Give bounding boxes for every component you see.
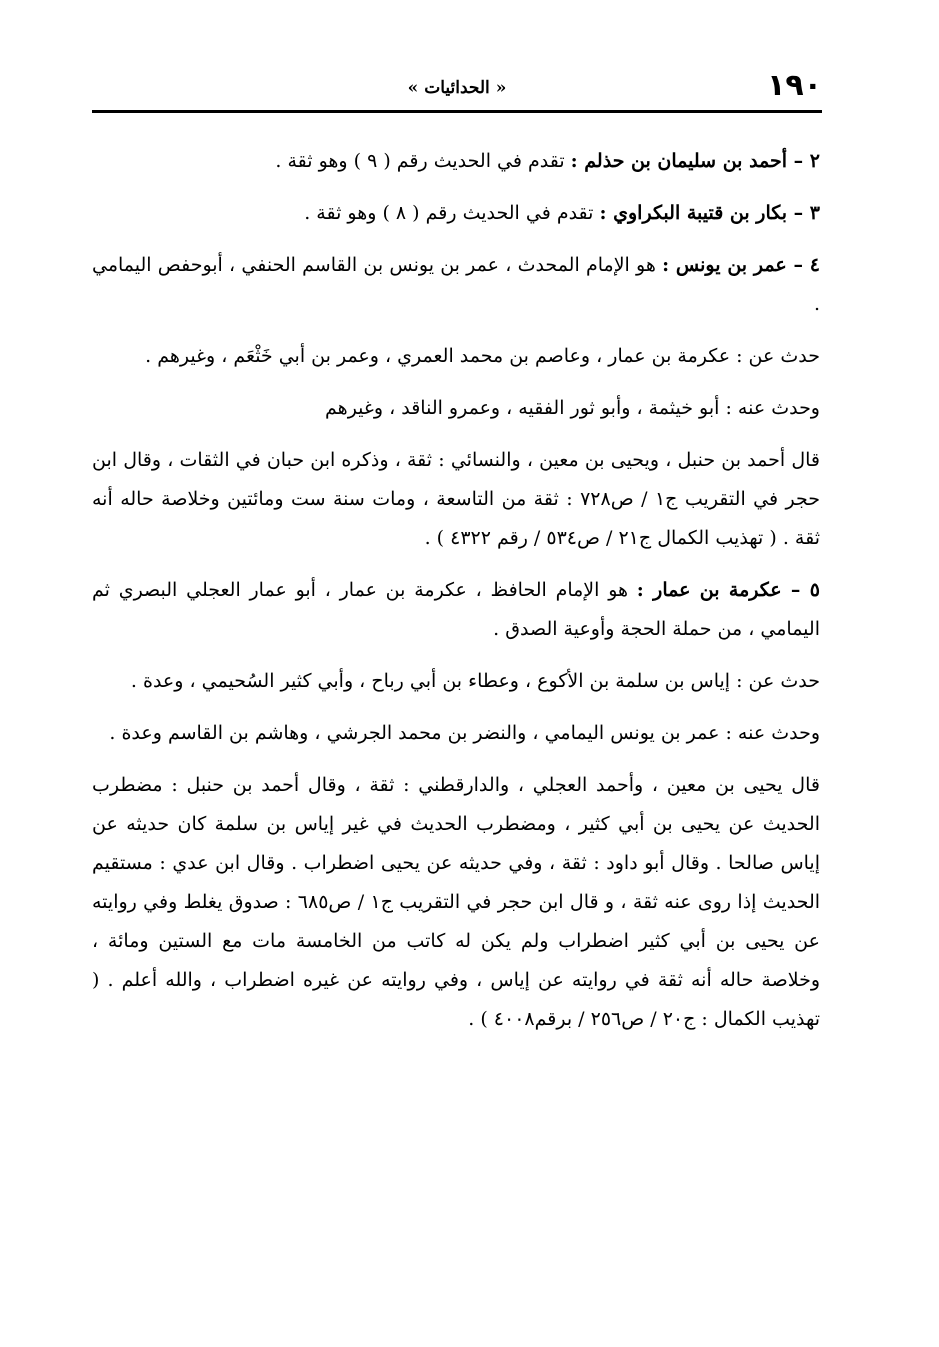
paragraph-text: حدث عن : إياس بن سلمة بن الأكوع ، وعطاء بن أبي رباح ، وأبي كثير السُحيمي ، وعدة . — [130, 670, 820, 692]
paragraph-text: تقدم في الحديث رقم ( ٩ ) وهو ثقة . — [275, 150, 571, 172]
narrator-name: ٤ – عمر بن يونس : — [662, 254, 820, 276]
paragraph-narrator-2 — [92, 142, 820, 181]
narrator-name: ٢ – أحمد بن سليمان بن حذلم : — [570, 150, 820, 172]
paragraph-narrated-from — [92, 337, 820, 376]
paragraph-text: هو الإمام الحافظ ، عكرمة بن عمار ، أبو عمار العجلي البصري ثم اليمامي ، من حملة الحجة وأوعية الصدق . — [92, 579, 820, 640]
paragraph-narrated-from — [92, 662, 820, 701]
page-number: ١٩٠ — [767, 68, 822, 103]
narrator-name: ٥ – عكرمة بن عمار : — [636, 579, 820, 601]
paragraph-narrator-3 — [92, 194, 820, 233]
paragraph-narrated-by — [92, 389, 820, 428]
header-rule — [92, 110, 822, 113]
narrator-name: ٣ – بكار بن قتيبة البكراوي : — [599, 202, 820, 224]
page-header — [92, 70, 822, 110]
page-body — [92, 142, 820, 1049]
running-title: « الحدائيات » — [407, 78, 507, 98]
paragraph-text: هو الإمام المحدث ، عمر بن يونس بن القاسم الحنفي ، أبوحفص اليمامي . — [92, 254, 820, 315]
paragraph-text: قال أحمد بن حنبل ، ويحيى بن معين ، والنسائي : ثقة ، وذكره ابن حبان في الثقات ، وقال ابن حجر في التقريب ج١ / ص٧٢٨ : ثقة من التاسعة ، ومات سنة ست ومائتين وخلاصة حاله أنه ثقة . ( تهذيب الكمال ج٢١ / ص٥٣٤ / رقم ٤٣٢٢ ) . — [92, 449, 821, 549]
paragraph-narrator-4 — [92, 246, 820, 324]
paragraph-assessment — [92, 766, 820, 1039]
paragraph-text: وحدث عنه : أبو خيثمة ، وأبو ثور الفقيه ، وعمرو الناقد ، وغيرهم — [325, 397, 820, 419]
paragraph-text: تقدم في الحديث رقم ( ٨ ) وهو ثقة . — [304, 202, 600, 224]
paragraph-narrated-by — [92, 714, 820, 753]
paragraph-text: قال يحيى بن معين ، وأحمد العجلي ، والدارقطني : ثقة ، وقال أحمد بن حنبل : مضطرب الحديث عن يحيى بن أبي كثير ، ومضطرب الحديث في غير إياس بن سلمة كان حديثه عن إياس صالحا . وقال أبو داود : ثقة ، وفي حديثه عن يحيى اضطراب . وقال ابن عدي : مستقيم الحديث إذا روى عنه ثقة ، و قال ابن حجر في التقريب ج١ / ص٦٨٥ : صدوق يغلط وفي روايته عن يحيى بن أبي كثير اضطراب ولم يكن له كاتب من الخامسة مات مع الستين ومائة ، وخلاصة حاله أنه ثقة في روايته عن إياس ، وفي روايته عن غيره اضطراب ، والله أعلم . ( تهذيب الكمال : ج٢٠ / ص٢٥٦ / برقم٤٠٠٨ ) . — [92, 774, 821, 1030]
paragraph-text: وحدث عنه : عمر بن يونس اليمامي ، والنضر بن محمد الجرشي ، وهاشم بن القاسم وعدة . — [109, 722, 820, 744]
paragraph-narrator-5 — [92, 571, 820, 649]
paragraph-text: حدث عن : عكرمة بن عمار ، وعاصم بن محمد العمري ، وعمر بن أبي خَثْعَم ، وغيرهم . — [145, 345, 820, 367]
paragraph-assessment — [92, 441, 820, 558]
